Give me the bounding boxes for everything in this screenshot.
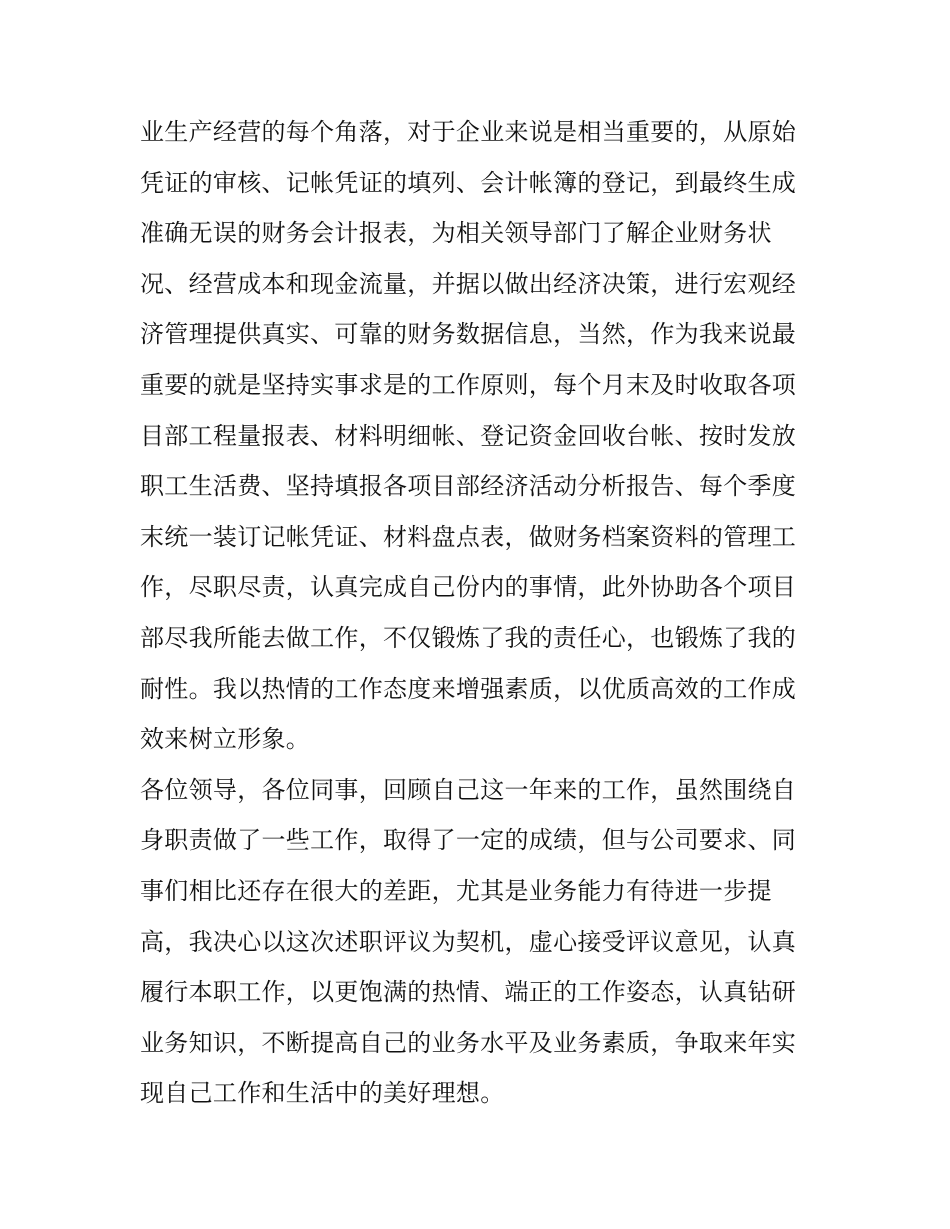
text-line: 事们相比还存在很大的差距，尤其是业务能力有待进一步提 — [140, 876, 772, 905]
text-line: 作，尽职尽责，认真完成自己份内的事情，此外协助各个项目 — [140, 573, 797, 602]
text-line: 末统一装订记帐凭证、材料盘点表，做财务档案资料的管理工 — [140, 522, 797, 551]
text-line: 业务知识，不断提高自己的业务水平及业务素质，争取来年实 — [140, 1028, 797, 1057]
text-line: 准确无误的财务会计报表，为相关领导部门了解企业财务状 — [140, 219, 772, 248]
text-line: 职工生活费、坚持填报各项目部经济活动分析报告、每个季度 — [140, 472, 797, 501]
text-line: 现自己工作和生活中的美好理想。 — [140, 1079, 505, 1108]
text-line: 业生产经营的每个角落，对于企业来说是相当重要的，从原始 — [140, 118, 797, 146]
text-line: 身职责做了一些工作，取得了一定的成绩，但与公司要求、同 — [140, 826, 797, 855]
text-line: 部尽我所能去做工作，不仅锻炼了我的责任心，也锻炼了我的 — [140, 623, 797, 652]
text-line: 济管理提供真实、可靠的财务数据信息，当然，作为我来说最 — [140, 320, 797, 349]
text-line: 况、经营成本和现金流量，并据以做出经济决策，进行宏观经 — [140, 269, 797, 298]
text-line: 凭证的审核、记帐凭证的填列、会计帐簿的登记，到最终生成 — [140, 168, 797, 197]
text-line: 耐性。我以热情的工作态度来增强素质，以优质高效的工作成 — [140, 674, 797, 703]
text-line: 效来树立形象。 — [140, 725, 311, 754]
text-line: 高，我决心以这次述职评议为契机，虚心接受评议意见，认真 — [140, 927, 797, 956]
text-line: 履行本职工作，以更饱满的热情、端正的工作姿态，认真钻研 — [140, 978, 797, 1007]
text-line: 目部工程量报表、材料明细帐、登记资金回收台帐、按时发放 — [140, 421, 797, 450]
body-text — [140, 107, 820, 1119]
text-line: 重要的就是坚持实事求是的工作原则，每个月末及时收取各项 — [140, 370, 797, 399]
text-line: 各位领导，各位同事，回顾自己这一年来的工作，虽然围绕自 — [140, 775, 797, 804]
